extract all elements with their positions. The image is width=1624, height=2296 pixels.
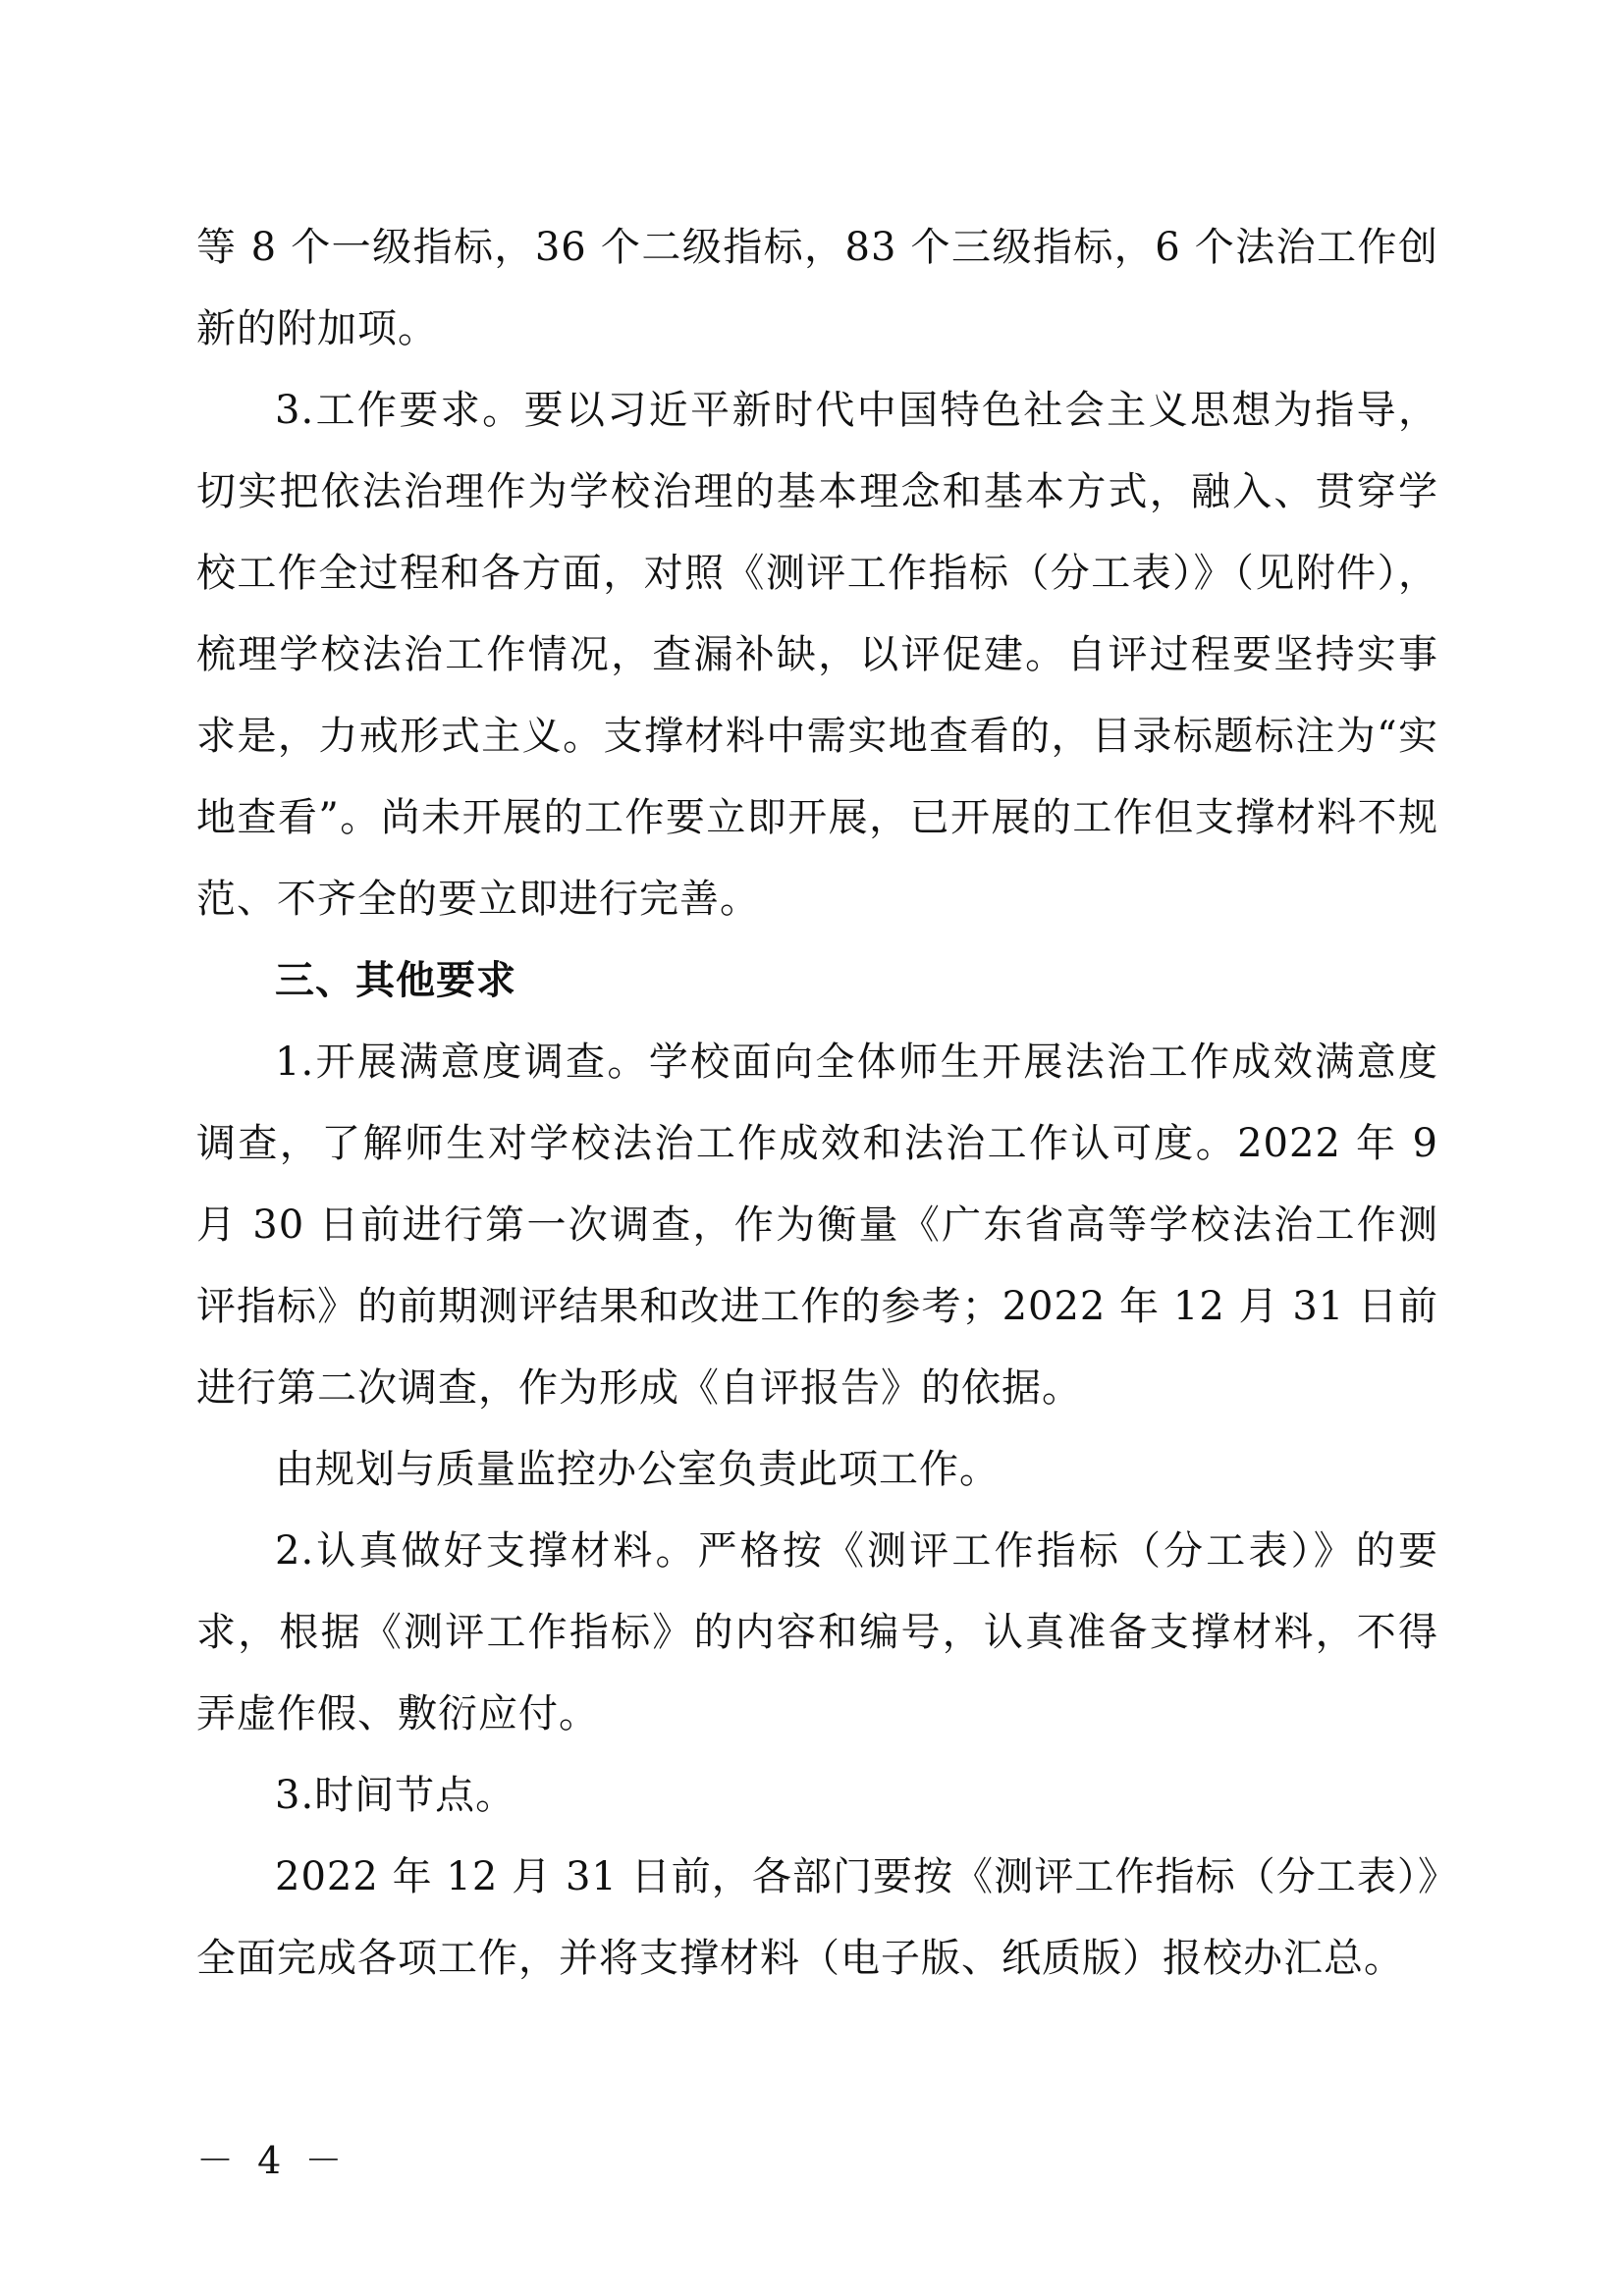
paragraph-indicator-summary: 等 8 个一级指标，36 个二级指标，83 个三级指标，6 个法治工作创新的附加项。 bbox=[196, 225, 1438, 351]
paragraph-deadline: 2022 年 12 月 31 日前，各部门要按《测评工作指标（分工表）》全面完成各项工作，并将支撑材料（电子版、纸质版）报校办汇总。 bbox=[196, 1854, 1438, 1981]
document-body bbox=[196, 207, 1438, 2000]
paragraph-time-nodes: 3.时间节点。 bbox=[275, 1773, 516, 1818]
section-heading-other-requirements: 三、其他要求 bbox=[275, 958, 516, 1003]
page-number: － 4 － bbox=[196, 2139, 349, 2182]
paragraph-work-requirements: 3.工作要求。要以习近平新时代中国特色社会主义思想为指导，切实把依法治理作为学校治理的基本理念和基本方式，融入、贯穿学校工作全过程和各方面，对照《测评工作指标（分工表）》（见附件），梳理学校法治工作情况，查漏补缺，以评促建。自评过程要坚持实事求是，力戒形式主义。支撑材料中需实地查看的，目录标题标注为“实地查看”。尚未开展的工作要立即开展，已开展的工作但支撑材料不规范、不齐全的要立即进行完善。 bbox=[196, 388, 1438, 922]
paragraph-responsible-office: 由规划与质量监控办公室负责此项工作。 bbox=[275, 1447, 1000, 1492]
paragraph-supporting-materials: 2.认真做好支撑材料。严格按《测评工作指标（分工表）》的要求，根据《测评工作指标》的内容和编号，认真准备支撑材料，不得弄虚作假、敷衍应付。 bbox=[196, 1528, 1438, 1736]
paragraph-satisfaction-survey: 1.开展满意度调查。学校面向全体师生开展法治工作成效满意度调查，了解师生对学校法治工作成效和法治工作认可度。2022 年 9 月 30 日前进行第一次调查，作为衡量《广东省高等学校法治工作测评指标》的前期测评结果和改进工作的参考；2022 年 12 月 31 日前进行第二次调查，作为形成《自评报告》的依据。 bbox=[196, 1040, 1438, 1411]
